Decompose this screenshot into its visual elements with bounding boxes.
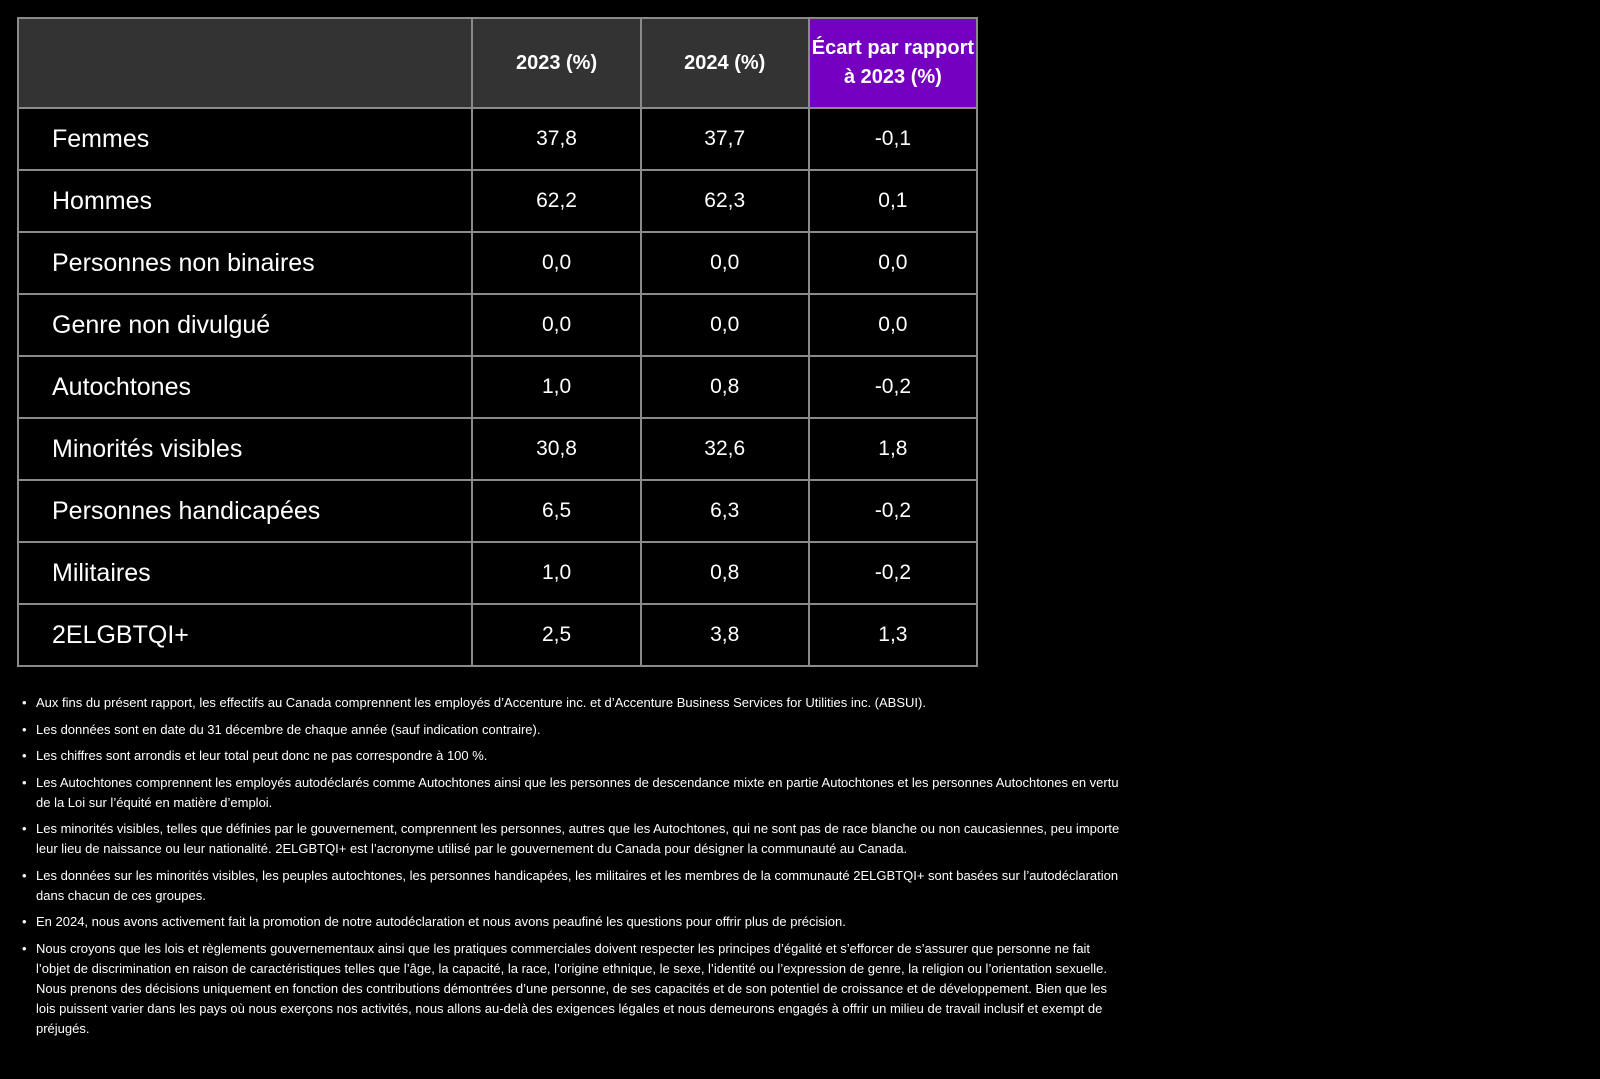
value-2024: 6,3 (641, 480, 809, 542)
value-difference: 0,0 (809, 294, 977, 356)
footnote-text: Les données sont en date du 31 décembre de chaque année (sauf indication contraire). (36, 721, 541, 737)
bullet-icon: • (22, 821, 27, 836)
bullet-icon: • (22, 721, 27, 737)
footnote-text: Les données sur les minorités visibles, les peuples autochtones, les personnes handicapées, les militaires et les membres de la communauté 2ELGBTQI+ sont basées sur l’autodéclaration dans chacun de ces groupes. (36, 867, 1119, 903)
row-label: Minorités visibles (18, 418, 472, 480)
value-difference: -0,2 (809, 542, 977, 604)
bullet-icon: • (22, 914, 27, 929)
row-label: Personnes non binaires (18, 232, 472, 294)
row-label: Femmes (18, 108, 472, 170)
header-empty-cell (18, 18, 472, 108)
value-difference: -0,1 (809, 108, 977, 170)
bullet-icon: • (22, 774, 27, 790)
footnote-item (22, 720, 1122, 740)
row-label: Personnes handicapées (18, 480, 472, 542)
row-label: 2ELGBTQI+ (18, 604, 472, 666)
value-difference: -0,2 (809, 356, 977, 418)
header-2024: 2024 (%) (641, 18, 809, 108)
value-difference: 1,8 (809, 418, 977, 480)
table-row (18, 604, 977, 666)
value-2023: 62,2 (472, 170, 640, 232)
table-row (18, 232, 977, 294)
footnote-item (22, 746, 1122, 766)
value-2023: 1,0 (472, 542, 640, 604)
table-row (18, 480, 977, 542)
value-2024: 0,0 (641, 232, 809, 294)
value-2024: 0,0 (641, 294, 809, 356)
row-label: Militaires (18, 542, 472, 604)
value-2024: 62,3 (641, 170, 809, 232)
representation-table (17, 17, 978, 667)
header-difference: Écart par rapport à 2023 (%) (809, 18, 977, 108)
value-2024: 0,8 (641, 356, 809, 418)
table-body (18, 108, 977, 666)
footnote-item (22, 912, 1122, 932)
table-row (18, 170, 977, 232)
bullet-icon: • (22, 867, 27, 883)
value-difference: 0,0 (809, 232, 977, 294)
table-header-row (18, 18, 977, 108)
table-row (18, 356, 977, 418)
footnote-text: En 2024, nous avons activement fait la promotion de notre autodéclaration et nous avons peaufiné les questions pour offrir plus de précision. (36, 914, 846, 929)
row-label: Autochtones (18, 356, 472, 418)
footnote-item (22, 939, 1122, 1039)
value-2024: 0,8 (641, 542, 809, 604)
value-2023: 0,0 (472, 232, 640, 294)
value-2024: 3,8 (641, 604, 809, 666)
table-row (18, 542, 977, 604)
value-difference: -0,2 (809, 480, 977, 542)
row-label: Genre non divulgué (18, 294, 472, 356)
value-2024: 37,7 (641, 108, 809, 170)
bullet-icon: • (22, 940, 27, 956)
footnote-item (22, 866, 1122, 906)
footnote-text: Les Autochtones comprennent les employés autodéclarés comme Autochtones ainsi que les personnes de descendance mixte en partie Autochtones et les personnes Autochtones en vertu de la Loi sur l’équité en matière d’emploi. (36, 774, 1119, 810)
footnote-text: Les chiffres sont arrondis et leur total peut donc ne pas correspondre à 100 %. (36, 748, 488, 763)
value-difference: 0,1 (809, 170, 977, 232)
header-2023: 2023 (%) (472, 18, 640, 108)
footnote-item (22, 819, 1122, 859)
bullet-icon: • (22, 748, 27, 763)
table-row (18, 294, 977, 356)
footnotes-list (22, 693, 1122, 1045)
value-2023: 0,0 (472, 294, 640, 356)
table-row (18, 108, 977, 170)
bullet-icon: • (22, 695, 27, 710)
table-row (18, 418, 977, 480)
value-2023: 30,8 (472, 418, 640, 480)
value-2023: 1,0 (472, 356, 640, 418)
value-2024: 32,6 (641, 418, 809, 480)
value-difference: 1,3 (809, 604, 977, 666)
footnote-text: Nous croyons que les lois et règlements gouvernementaux ainsi que les pratiques commerciales doivent respecter les principes d’égalité et s’efforcer de s’assurer que personne ne fait l’objet de discrimination en raison de caractéristiques telles que l’âge, la capacité, la race, l’origine ethnique, le sexe, l’identité ou l’expression de genre, la religion ou l’orientation sexuelle. Nous prenons des décisions uniquement en fonction des contributions démontrées d’une personne, de ses capacités et de son potentiel de croissance et de développement. Bien que les lois puissent varier dans les pays où nous exerçons nos activités, nous allons au-delà des exigences légales et nous demeurons engagés à offrir un milieu de travail inclusif et exempt de préjugés. (36, 940, 1108, 1036)
footnote-item (22, 693, 1122, 713)
footnote-item (22, 773, 1122, 813)
footnote-text: Aux fins du présent rapport, les effectifs au Canada comprennent les employés d’Accenture inc. et d’Accenture Business Services for Utilities inc. (ABSUI). (36, 695, 926, 710)
value-2023: 2,5 (472, 604, 640, 666)
row-label: Hommes (18, 170, 472, 232)
footnote-text: Les minorités visibles, telles que définies par le gouvernement, comprennent les personnes, autres que les Autochtones, qui ne sont pas de race blanche ou non caucasiennes, peu importe leur lieu de naissance ou leur nationalité. 2ELGBTQI+ est l’acronyme utilisé par le gouvernement du Canada pour désigner la communauté au Canada. (36, 821, 1120, 856)
value-2023: 6,5 (472, 480, 640, 542)
value-2023: 37,8 (472, 108, 640, 170)
